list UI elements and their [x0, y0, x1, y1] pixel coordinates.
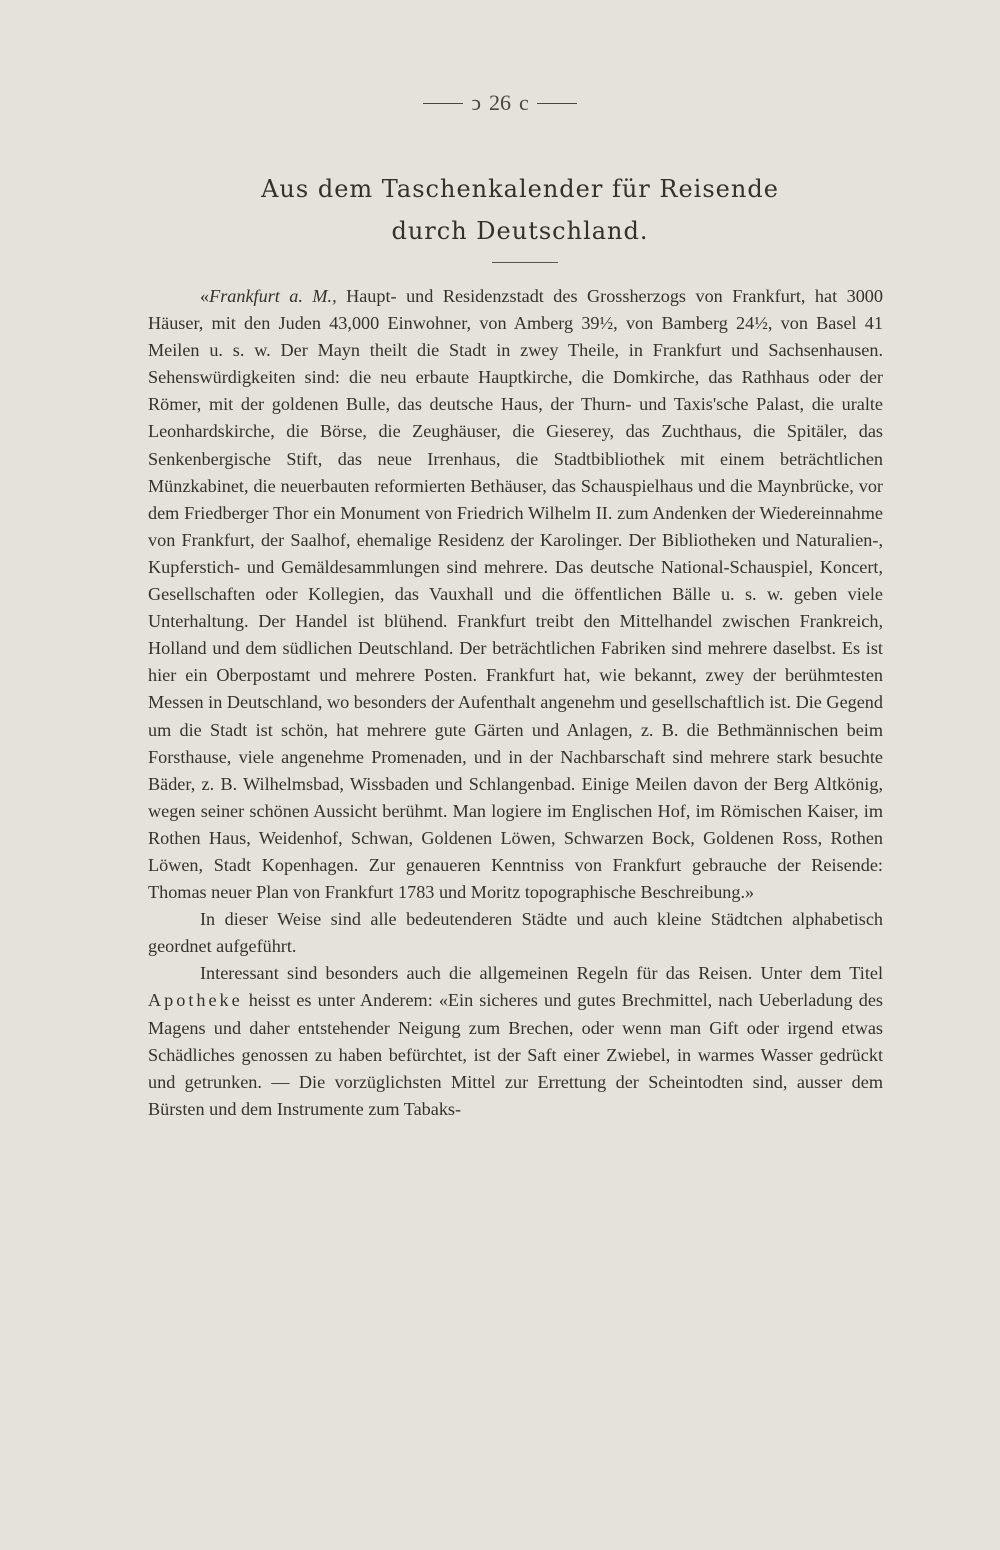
- body-text: [148, 283, 883, 1123]
- page-number: 26: [489, 90, 511, 115]
- chapter-title-line2: durch Deutschland.: [391, 217, 649, 245]
- spaced-word-apotheke: Apotheke: [148, 990, 243, 1011]
- paragraph-rules: [148, 960, 883, 1123]
- header-left-mark: ↄ: [471, 90, 481, 115]
- paragraph-text-before: Interessant sind besonders auch die allgemeinen Regeln für das Reisen. Unter dem Titel: [200, 963, 883, 984]
- chapter-title-line1: Aus dem Taschenkalender für Reisende: [261, 175, 779, 203]
- header-right-mark: c: [519, 90, 529, 115]
- paragraph-text-after: heisst es unter Anderem: «Ein sicheres und gutes Brechmittel, nach Ueberladung des Magens und daher entstehender Neigung zum Brechen, oder wenn man Gift oder irgend etwas Schädliches genossen zu haben befürchtet, ist der Saft einer Zwiebel, in warmes Wasser gedrückt und getrunken. — Die vorzüglichsten Mittel zur Errettung der Scheintodten sind, ausser dem Bürsten und dem Instrumente zum Tabaks-: [148, 990, 883, 1119]
- paragraph-cities: In dieser Weise sind alle bedeutenderen Städte und auch kleine Städtchen alphabetisch geordnet aufgeführt.: [148, 909, 883, 957]
- paragraph-text: Haupt- und Residenzstadt des Grossherzogs von Frankfurt, hat 3000 Häuser, mit den Juden 43,000 Einwohner, von Amberg 39½, von Bamberg 24½, von Basel 41 Meilen u. s. w. Der Mayn theilt die Stadt in zwey Theile, in Frankfurt und Sachsenhausen. Sehenswürdigkeiten sind: die neu erbaute Hauptkirche, die Domkirche, das Rathhaus oder der Römer, mit der goldenen Bulle, das deutsche Haus, der Thurn- und Taxis'sche Palast, die uralte Leonhardskirche, die Börse, die Zeughäuser, die Gieserey, das Zuchthaus, die Spitäler, das Senkenbergische Stift, das neue Irrenhaus, die Stadtbibliothek mit einem beträchtlichen Münzkabinet, die neuerbauten reformierten Bethäuser, das Schauspielhaus und die Maynbrücke, vor dem Friedberger Thor ein Monument von Friedrich Wilhelm II. zum Andenken der Wiedereinnahme von Frankfurt, der Saalhof, ehemalige Residenz der Karolinger. Der Bibliotheken und Naturalien-, Kupferstich- und Gemäldesammlungen sind mehrere. Das deutsche National-Schauspiel, Koncert, Gesellschaften oder Kollegien, das Vauxhall und die öffentlichen Bälle u. s. w. geben viele Unterhaltung. Der Handel ist blühend. Frankfurt treibt den Mittelhandel zwischen Frankreich, Holland und dem südlichen Deutschland. Der beträchtlichen Fabriken sind mehrere daselbst. Es ist hier ein Oberpostamt und mehrere Posten. Frankfurt hat, wie bekannt, zwey der berühmtesten Messen in Deutschland, wo besonders der Aufenthalt angenehm und gesellschaftlich ist. Die Gegend um die Stadt ist schön, hat mehrere gute Gärten und Anlagen, z. B. die Bethmännischen beim Forsthause, viele angenehme Promenaden, und in der Nachbarschaft sind mehrere stark besuchte Bäder, z. B. Wilhelmsbad, Wissbaden und Schlangenbad. Einige Meilen davon der Berg Altkönig, wegen seiner schönen Aussicht berühmt. Man logiere im Englischen Hof, im Römischen Kaiser, im Rothen Haus, Weidenhof, Schwan, Goldenen Löwen, Schwarzen Bock, Goldenen Ross, Rothen Löwen, Stadt Kopenhagen. Zur genaueren Kenntniss von Frankfurt gebrauche der Reisende: Thomas neuer Plan von Frankfurt 1783 und Moritz topographische Beschreibung.»: [148, 286, 883, 903]
- header-rule-left: [423, 103, 463, 104]
- header-rule-right: [537, 103, 577, 104]
- lead-place-name: Frankfurt a. M.,: [209, 286, 337, 306]
- title-divider: [492, 262, 558, 263]
- paragraph-frankfurt: [148, 283, 883, 906]
- quote-open: «: [200, 286, 210, 306]
- chapter-title: [150, 168, 890, 252]
- page-header: [0, 90, 1000, 116]
